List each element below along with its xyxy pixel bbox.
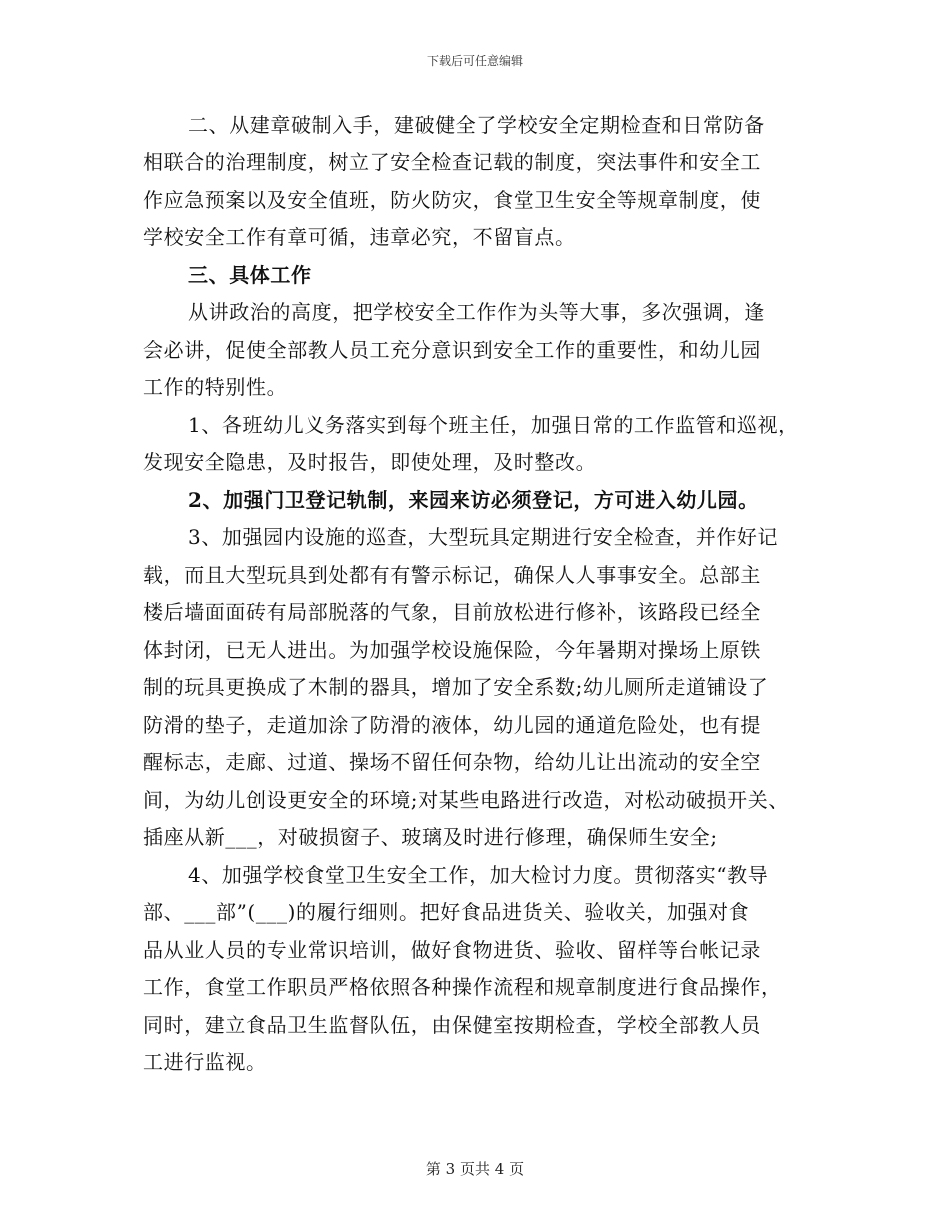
paragraph-line: 工作的特别性。 [143, 375, 288, 399]
paragraph-line: 作应急预案以及安全值班，防火防灾，食堂卫生安全等规章制度，使 [143, 188, 761, 212]
paragraph-line: 插座从新___，对破损窗子、玻璃及时进行修理，确保师生安全; [143, 825, 718, 849]
bold-paragraph-line: 2、加强门卫登记轨制，来园来访必须登记，方可进入幼儿园。 [188, 488, 759, 512]
paragraph-line: 4、加强学校食堂卫生安全工作，加大检讨力度。贯彻落实“教导 [188, 863, 769, 887]
paragraph-line: 载，而且大型玩具到处都有有警示标记，确保人人事事安全。总部主 [143, 563, 761, 587]
paragraph-line: 工进行监视。 [143, 1050, 267, 1074]
paragraph-line: 二、从建章破制入手，建破健全了学校安全定期检查和日常防备 [188, 113, 765, 137]
paragraph-line: 楼后墙面面砖有局部脱落的气象，目前放松进行修补，该路段已经全 [143, 600, 761, 624]
paragraph-line: 醒标志，走廊、过道、操场不留任何杂物，给幼儿让出流动的安全空 [143, 750, 761, 774]
paragraph-line: 相联合的治理制度，树立了安全检查记载的制度，突法事件和安全工 [143, 150, 761, 174]
paragraph-line: 防滑的垫子，走道加涂了防滑的液体，幼儿园的通道危险处，也有提 [143, 713, 761, 737]
paragraph-line: 工作，食堂工作职员严格依照各种操作流程和规章制度进行食品操作， [143, 975, 782, 999]
paragraph-line: 制的玩具更换成了木制的器具，增加了安全系数;幼儿厕所走道铺设了 [143, 675, 769, 699]
paragraph-line: 品从业人员的专业常识培训，做好食物进货、验收、留样等台帐记录 [143, 938, 761, 962]
paragraph-line: 体封闭，已无人进出。为加强学校设施保险，今年暑期对操场上原铁 [143, 638, 761, 662]
paragraph-line: 间，为幼儿创设更安全的环境;对某些电路进行改造，对松动破损开关、 [143, 788, 789, 812]
paragraph-line: 会必讲，促使全部教人员工充分意识到安全工作的重要性，和幼儿园 [143, 338, 761, 362]
paragraph-line: 学校安全工作有章可循，违章必究，不留盲点。 [143, 225, 576, 249]
section-heading: 三、具体工作 [188, 263, 312, 287]
paragraph-line: 发现安全隐患，及时报告，即使处理，及时整改。 [143, 450, 597, 474]
paragraph-line: 1、各班幼儿义务落实到每个班主任，加强日常的工作监管和巡视， [188, 413, 799, 437]
paragraph-line: 3、加强园内设施的巡查，大型玩具定期进行安全检查，并作好记 [188, 525, 779, 549]
paragraph-line: 从讲政治的高度，把学校安全工作作为头等大事，多次强调，逢 [188, 300, 765, 324]
paragraph-line: 同时，建立食品卫生监督队伍，由保健室按期检查，学校全部教人员 [143, 1013, 761, 1037]
paragraph-line: 部、___部”(___)的履行细则。把好食品进货关、验收关，加强对食 [143, 900, 750, 924]
page-header: 下载后可任意编辑 [426, 54, 523, 68]
page-number-footer: 第 3 页共 4 页 [425, 1160, 525, 1178]
